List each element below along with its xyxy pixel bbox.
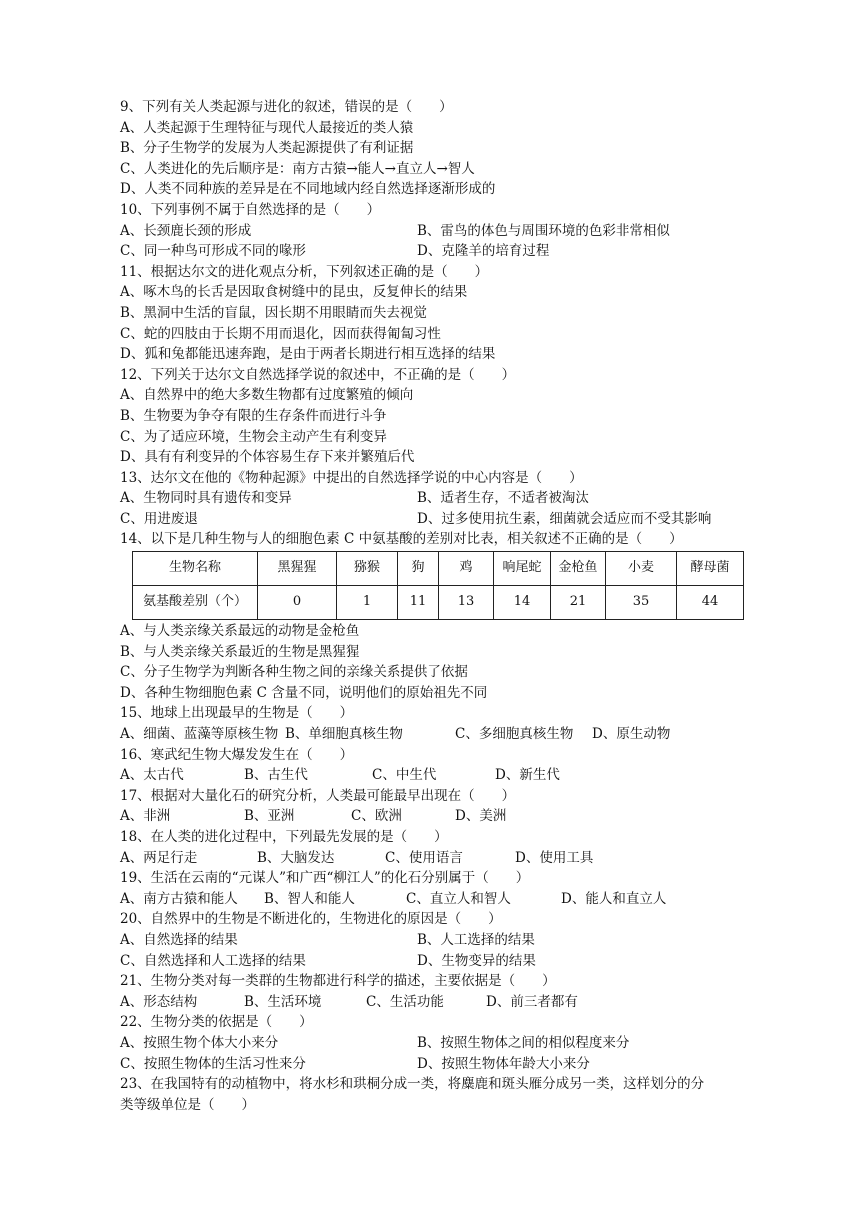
option: D、克隆羊的培育过程 (417, 243, 550, 260)
option: A、啄木鸟的长舌是因取食树缝中的昆虫，反复伸长的结果 (120, 284, 468, 301)
option: C、中生代 (372, 767, 437, 784)
option: A、自然界中的绝大多数生物都有过度繁殖的倾向 (120, 387, 414, 404)
option: D、狐和兔都能迅速奔跑，是由于两者长期进行相互选择的结果 (120, 346, 496, 363)
option: C、生活功能 (366, 993, 444, 1010)
option: D、原生动物 (592, 726, 671, 743)
option: B、按照生物体之间的相似程度来分 (417, 1034, 630, 1051)
option: C、自然选择和人工选择的结果 (120, 952, 306, 969)
option: C、按照生物体的生活习性来分 (120, 1055, 306, 1072)
options-row (120, 488, 760, 509)
options-row (120, 951, 760, 972)
option: D、新生代 (495, 767, 560, 784)
option: C、用进废退 (120, 510, 198, 527)
options-row (120, 1033, 760, 1054)
options-row (120, 930, 760, 951)
exam-page (120, 97, 760, 1115)
option: A、自然选择的结果 (120, 931, 238, 948)
table-cell: 11 (398, 586, 439, 620)
option: B、古生代 (244, 767, 308, 784)
question-9-stem: 9、下列有关人类起源与进化的叙述，错误的是（ ） (120, 99, 453, 115)
table-cell: 猕猴 (337, 552, 398, 586)
question-21-stem: 21、生物分类对每一类群的生物都进行科学的描述，主要依据是（ ） (120, 973, 556, 990)
table-cell: 21 (551, 586, 606, 620)
option: A、长颈鹿长颈的形成 (120, 222, 252, 239)
option: C、蛇的四肢由于长期不用而退化，因而获得匍匐习性 (120, 325, 441, 342)
table-cell: 氨基酸差别（个） (133, 586, 258, 620)
question-19-stem: 19、生活在云南的“元谋人”和广西“柳江人”的化石分别属于（ ） (120, 870, 530, 887)
question-11-stem: 11、根据达尔文的进化观点分析，下列叙述正确的是（ ） (120, 263, 489, 280)
option: B、与人类亲缘关系最近的生物是黑猩猩 (120, 643, 360, 660)
option: C、人类进化的先后顺序是：南方古猿→能人→直立人→智人 (120, 160, 475, 177)
option: A、按照生物个体大小来分 (120, 1034, 279, 1051)
option: A、太古代 (120, 767, 184, 784)
table-cell: 小麦 (606, 552, 677, 586)
question-13-stem: 13、达尔文在他的《物种起源》中提出的自然选择学说的中心内容是（ ） (120, 469, 583, 486)
question-14-stem: 14、以下是几种生物与人的细胞色素 C 中氨基酸的差别对比表，相关叙述不正确的是（ ） (120, 531, 683, 548)
options-row (120, 806, 760, 827)
option: B、人工选择的结果 (417, 931, 535, 948)
options-row (120, 992, 760, 1013)
table-cell: 生物名称 (133, 552, 258, 586)
table-cell: 鸡 (439, 552, 494, 586)
question-23-stem-continued: 类等级单位是（ ） (120, 1096, 255, 1113)
table-cell: 金枪鱼 (551, 552, 606, 586)
option: D、各种生物细胞色素 C 含量不同，说明他们的原始祖先不同 (120, 684, 488, 701)
option: D、生物变异的结果 (417, 952, 536, 969)
option: B、分子生物学的发展为人类起源提供了有利证据 (120, 140, 414, 157)
option: D、前三者都有 (486, 993, 578, 1010)
options-row (120, 1054, 760, 1075)
option: D、能人和直立人 (561, 890, 667, 907)
table-cell: 35 (606, 586, 677, 620)
cytochrome-c-table (132, 551, 744, 620)
question-22-stem: 22、生物分类的依据是（ ） (120, 1014, 313, 1031)
option: C、多细胞真核生物 (455, 726, 574, 743)
option: D、使用工具 (515, 849, 594, 866)
option: B、适者生存，不适者被淘汰 (417, 490, 589, 507)
option: B、亚洲 (244, 808, 295, 825)
table-cell: 酵母菌 (677, 552, 744, 586)
question-15-stem: 15、地球上出现最早的生物是（ ） (120, 705, 354, 722)
options-row (120, 889, 760, 910)
option: B、生活环境 (244, 993, 322, 1010)
option: B、生物要为争夺有限的生存条件而进行斗争 (120, 407, 387, 424)
table-cell: 13 (439, 586, 494, 620)
table-cell: 14 (494, 586, 551, 620)
option: C、直立人和智人 (406, 890, 511, 907)
option: A、非洲 (120, 808, 171, 825)
option: A、南方古猿和能人 (120, 890, 238, 907)
option: B、智人和能人 (264, 890, 355, 907)
table-cell: 0 (258, 586, 337, 620)
option: A、生物同时具有遗传和变异 (120, 490, 292, 507)
option: B、黑洞中生活的盲鼠，因长期不用眼睛而失去视觉 (120, 304, 427, 321)
question-17-stem: 17、根据对大量化石的研究分析，人类最可能最早出现在（ ） (120, 787, 516, 804)
option: D、人类不同种族的差异是在不同地域内经自然选择逐渐形成的 (120, 181, 496, 198)
table-cell: 响尾蛇 (494, 552, 551, 586)
option: C、使用语言 (385, 849, 463, 866)
question-12-stem: 12、下列关于达尔文自然选择学说的叙述中，不正确的是（ ） (120, 366, 516, 383)
option: A、与人类亲缘关系最远的动物是金枪鱼 (120, 623, 360, 640)
table-cell: 1 (337, 586, 398, 620)
table-cell: 44 (677, 586, 744, 620)
option: A、细菌、蓝藻等原核生物 (120, 726, 279, 743)
option: D、按照生物体年龄大小来分 (417, 1055, 590, 1072)
option: D、具有有利变异的个体容易生存下来并繁殖后代 (120, 449, 415, 466)
option: C、为了适应环境，生物会主动产生有利变异 (120, 428, 387, 445)
question-16-stem: 16、寒武纪生物大爆发发生在（ ） (120, 746, 354, 763)
options-row (120, 724, 760, 745)
question-10-stem: 10、下列事例不属于自然选择的是（ ） (120, 201, 381, 218)
option: A、人类起源于生理特征与现代人最接近的类人猿 (120, 119, 414, 136)
option: D、美洲 (455, 808, 507, 825)
option: C、欧洲 (351, 808, 402, 825)
option: D、过多使用抗生素，细菌就会适应而不受其影响 (417, 510, 712, 527)
option: C、分子生物学为判断各种生物之间的亲缘关系提供了依据 (120, 664, 468, 681)
option: A、两足行走 (120, 849, 198, 866)
option: B、雷鸟的体色与周围环境的色彩非常相似 (417, 222, 670, 239)
table-cell: 狗 (398, 552, 439, 586)
options-row (120, 848, 760, 869)
options-row (120, 509, 760, 530)
table-row (133, 586, 744, 620)
option: C、同一种鸟可形成不同的喙形 (120, 243, 306, 260)
table-header-row (133, 552, 744, 586)
question-20-stem: 20、自然界中的生物是不断进化的，生物进化的原因是（ ） (120, 911, 502, 928)
options-row (120, 241, 760, 262)
options-row (120, 221, 760, 242)
option: A、形态结构 (120, 993, 198, 1010)
question-23-stem: 23、在我国特有的动植物中，将水杉和珙桐分成一类，将麋鹿和斑头雁分成另一类，这样划分的分 (120, 1076, 705, 1093)
option: B、单细胞真核生物 (285, 726, 403, 743)
question-18-stem: 18、在人类的进化过程中，下列最先发展的是（ ） (120, 829, 448, 845)
option: B、大脑发达 (257, 849, 335, 866)
options-row (120, 765, 760, 786)
table-cell: 黑猩猩 (258, 552, 337, 586)
